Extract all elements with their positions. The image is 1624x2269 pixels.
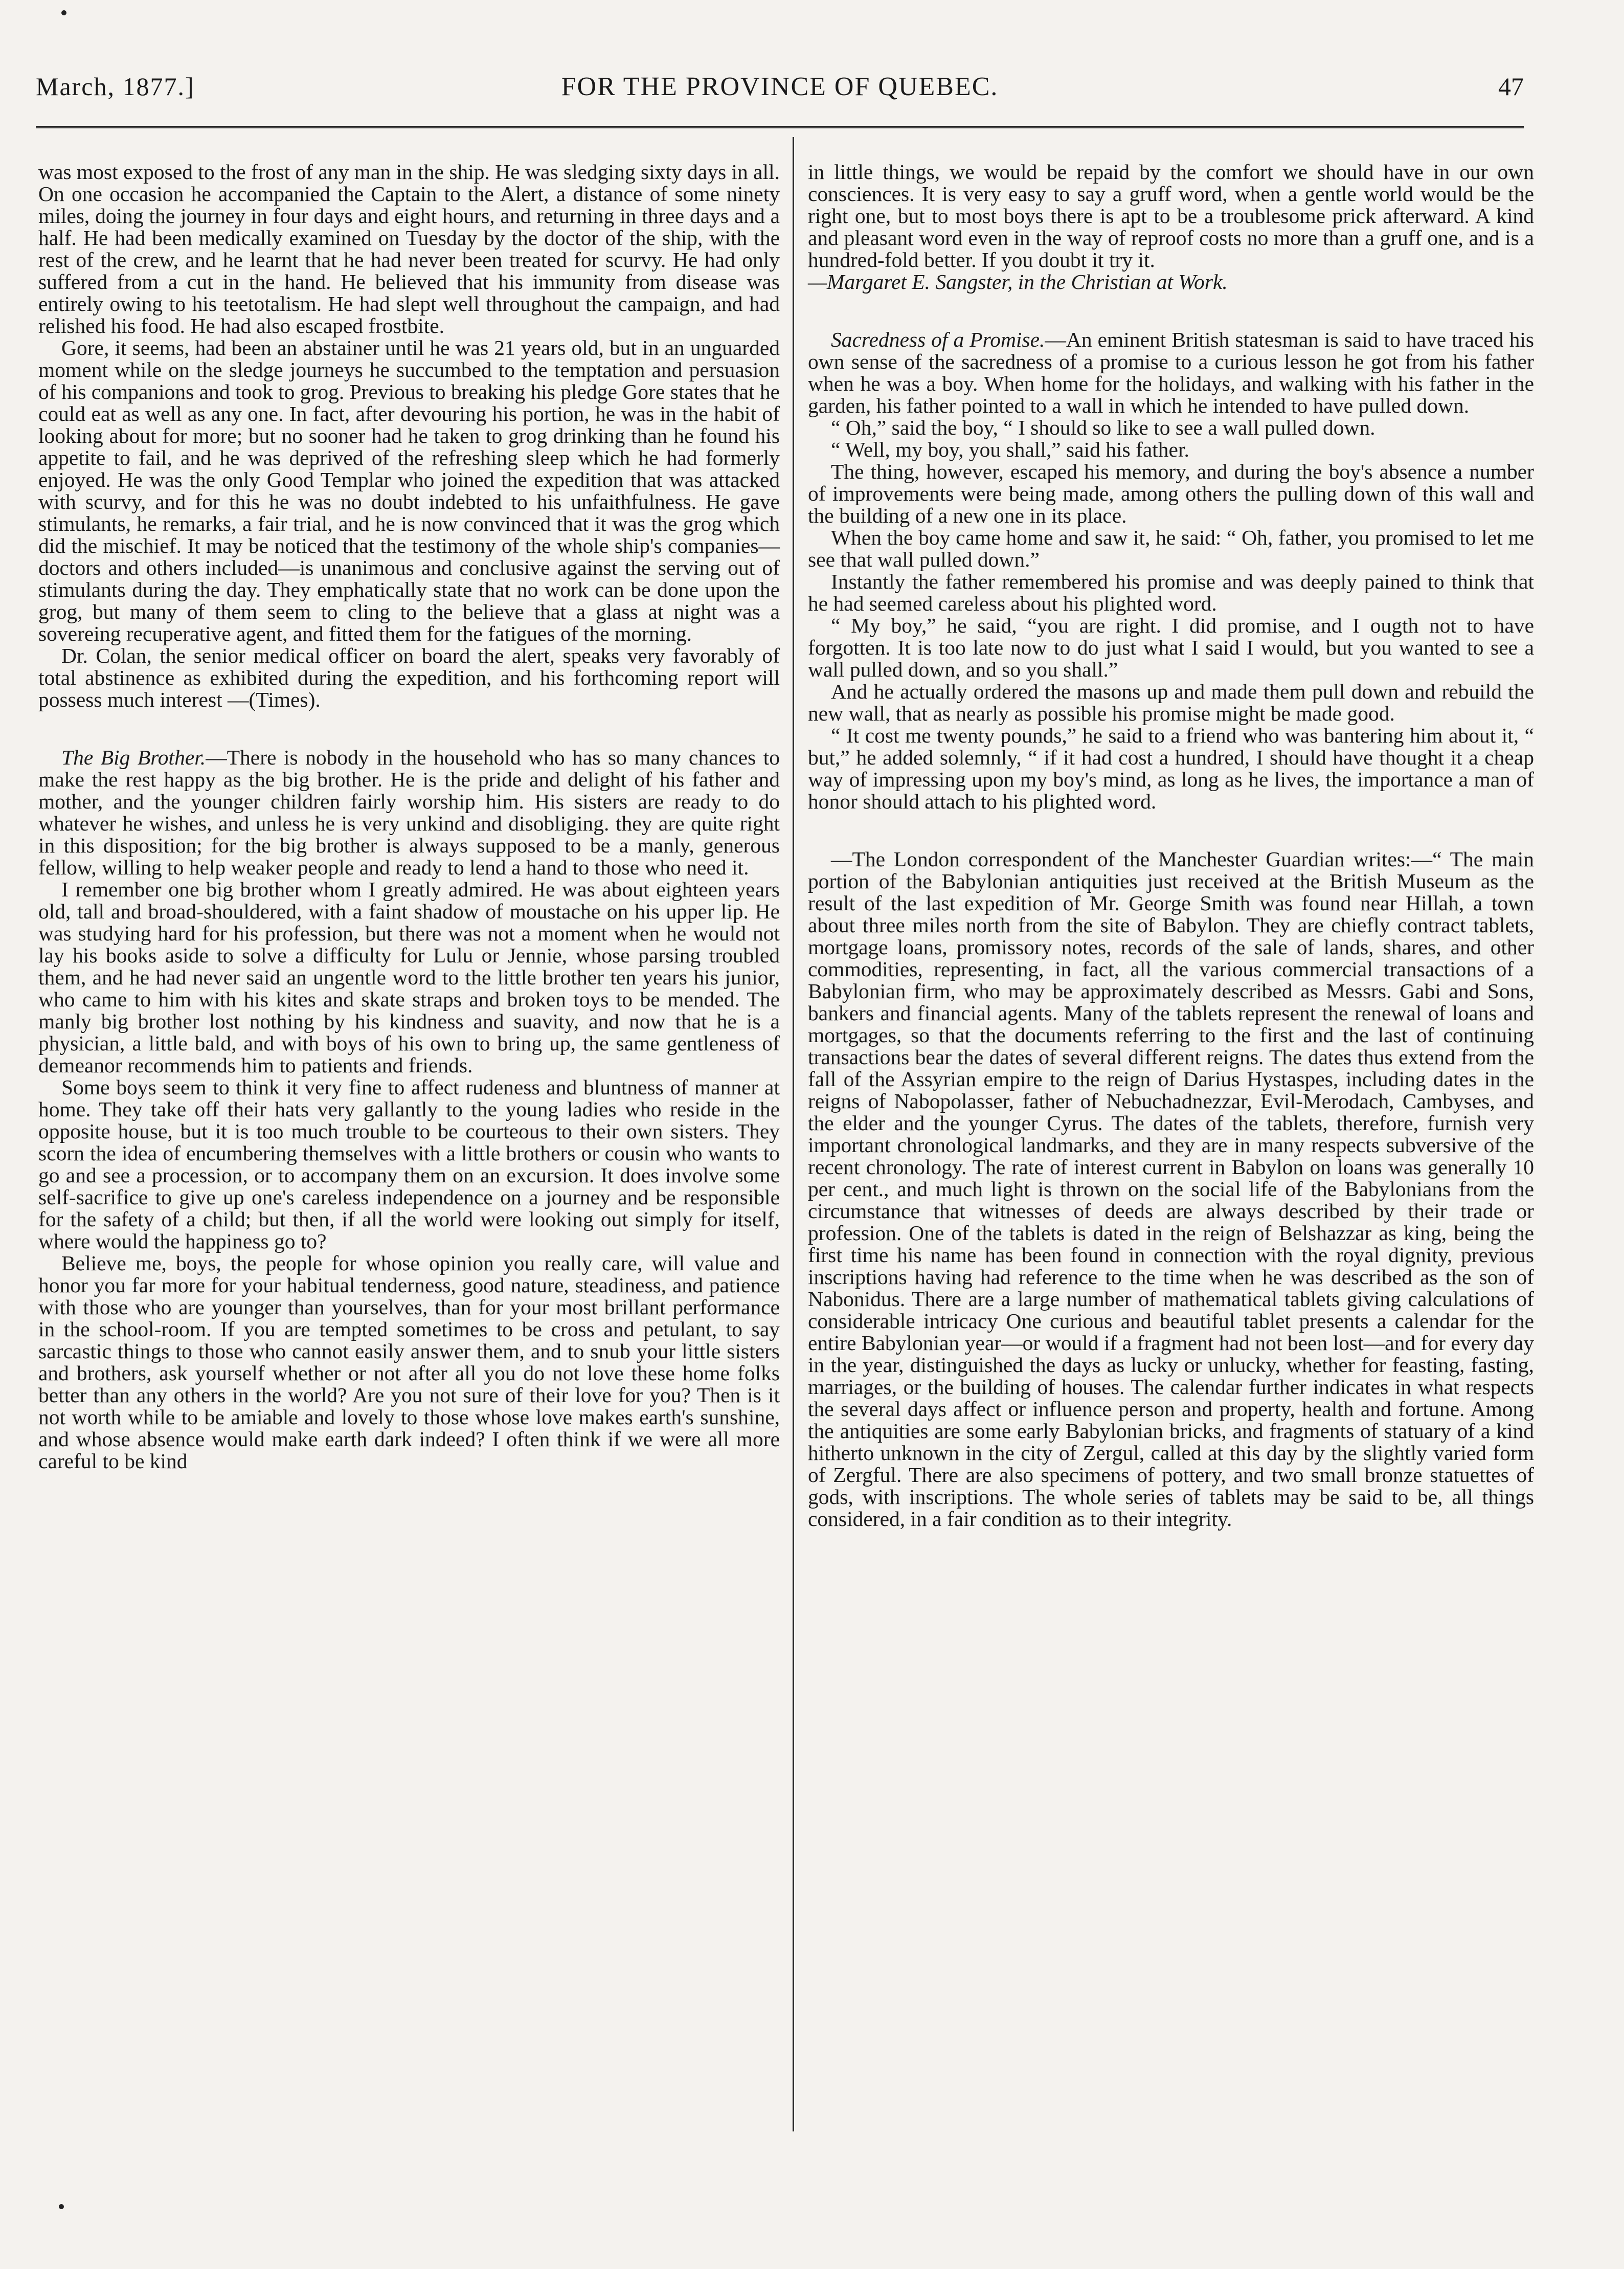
article-paragraph: And he actually ordered the masons up and made them pull down and rebuild the new wall, that as nearly as possible his promise might be made good. [808,680,1534,725]
page-number: 47 [1498,72,1524,101]
article-paragraph: —The London correspondent of the Manchester Guardian writes:—“ The main portion of the Babylonian antiquities just received at the British Museum as the result of the last expedition of Mr. George Smith was found near Hillah, a town about three miles north from the site of Babylon. They are chiefly contract tablets, mortgage loans, promissory notes, records of the sale of lands, shares, and other commodities, representing, in fact, all the various commercial transactions of a Babylonian firm, who may be approximately described as Messrs. Gabi and Sons, bankers and financial agents. Many of the tablets represent the renewal of loans and mortgages, so that the documents referring to the first and the last of continuing transactions bear the dates of several different reigns. The dates thus extend from the fall of the Assyrian empire to the reign of Darius Hystaspes, including dates in the reigns of Nabopolasser, father of Nebuchadnezzar, Evil-Merodach, Cambyses, and the elder and the younger Cyrus. The dates of the tablets, therefore, furnish very important chronological landmarks, and they are in many respects subversive of the recent chronology. The rate of interest current in Babylon on loans was generally 10 per cent., and much light is thrown on the social life of the Babylonians from the circumstance that witnesses of deeds are always described by their trade or profession. One of the tablets is dated in the reign of Belshazzar as king, being the first time his name has been found in connection with the royal dignity, previous inscriptions having had reference to the time when he was described as the son of Nabonidus. There are a large number of mathematical tablets giving calculations of considerable intricacy One curious and beautiful tablet presents a calendar for the entire Babylonian year—or would if a fragment had not been lost—and for every day in the year, distinguished the days as lucky or unlucky, whether for feasting, fasting, marriages, or the building of houses. The calendar further indicates in what respects the several days affect or influence person and property, health and fortune. Among the antiquities are some early Babylonian bricks, and fragments of statuary of a kind hitherto unknown in the city of Zergul, called at this day by the slightly varied form of Zergful. There are also specimens of pottery, and two small bronze statuettes of gods, with inscriptions. The whole series of tablets may be said to be, all things considered, in a fair condition as to their integrity. [808,847,1534,1531]
article-paragraph: Gore, it seems, had been an abstainer until he was 21 years old, but in an unguarded moment while on the sledge journeys he succumbed to the temptation and persuasion of his companions and took to grog. Previous to breaking his pledge Gore states that he could eat as well as any one. In fact, after devouring his portion, he was in the habit of looking about for more; but no sooner had he taken to grog drinking than he found his appetite to fail, and he was deprived of the refreshing sleep which he had formerly enjoyed. He was the only Good Templar who joined the expedition that was attacked with scurvy, and for this he was no doubt indebted to his unfaithfulness. He gave stimulants, he remarks, a fair trial, and he is now convinced that it was the grog which did the mischief. It may be noticed that the testimony of the whole ship's companies—doctors and others included—is unanimous and conclusive against the serving out of stimulants during the day. They emphatically state that no work can be done upon the grog, but many of them seem to cling to the believe that a glass at night was a sovereing recuperative agent, and fitted them for the fatigues of the morning. [38,336,780,645]
article-paragraph: Instantly the father remembered his promise and was deeply pained to think that he had seemed careless about his plighted word. [808,570,1534,615]
print-speck [59,2204,64,2209]
article-paragraph: Dr. Colan, the senior medical officer on board the alert, speaks very favorably of total abstinence as exhibited during the expedition, and his forthcoming report will possess much interest —(Times). [38,644,780,711]
issue-date: March, 1877.] [36,72,195,101]
article-paragraph: was most exposed to the frost of any man in the ship. He was sledging sixty days in all. On one occasion he accompanied the Captain to the Alert, a distance of some ninety miles, doing the journey in four days and eight hours, and returning in three days and a half. He had been medically examined on Tuesday by the doctor of the ship, with the rest of the crew, and he learnt that he had never been treated for scurvy. He had only suffered from a cut in the hand. He believed that his immunity from disease was entirely owing to his teetotalism. He had slept well throughout the campaign, and had relished his food. He had also escaped frostbite. [38,160,780,338]
right-column [808,161,1534,1530]
article-text: —An eminent British statesman is said to have traced his own sense of the sacredness of a promise to a curious lesson he got from his father when he was a boy. When home for the holidays, and walking with his father in the garden, his father pointed to a wall in which he intended to have pulled down. [808,328,1535,417]
article-paragraph [808,329,1534,417]
article-paragraph [38,747,780,879]
column-divider [793,137,794,2131]
attribution: —Margaret E. Sangster, in the Christian at Work. [808,270,1228,294]
article-paragraph: The thing, however, escaped his memory, and during the boy's absence a number of improvements were being made, among others the pulling down of this wall and the building of a new one in its place. [808,460,1534,527]
article-paragraph: “ My boy,” he said, “you are right. I did promise, and I ougth not to have forgotten. It is too late now to do just what I said I would, but you wanted to see a wall pulled down, and so you shall.” [808,614,1534,681]
article-text: —There is nobody in the household who has so many chances to make the rest happy as the big brother. He is the pride and delight of his father and mother, and the younger children fairly worship him. His sisters are ready to do whatever he wishes, and unless he is very unkind and disobliging. they are quite right in this disposition; for the big brother is always supposed to be a manly, generous fellow, willing to help weaker people and ready to lend a hand to those who need it. [38,746,780,879]
article-paragraph: “ Oh,” said the boy, “ I should so like to see a wall pulled down. [831,416,1375,439]
section-gap [808,813,1534,848]
print-speck [61,10,66,15]
article-paragraph: I remember one big brother whom I greatly admired. He was about eighteen years old, tall and broad-shouldered, with a faint shadow of moustache on his upper lip. He was studying hard for his profession, but there was not a moment when he would not lay his books aside to solve a difficulty for Lulu or Jennie, whose parsing troubled them, and he had never said an ungentle word to the little brother ten years his junior, who came to him with his kites and skate straps and broken toys to be mended. The manly big brother lost nothing by his kindness and suavity, and now that he is a physician, a little bald, and with boys of his own to bring up, the same gentleness of demeanor recommends him to patients and friends. [38,878,780,1077]
article-paragraph: Believe me, boys, the people for whose opinion you really care, will value and honor you far more for your habitual tenderness, good nature, steadiness, and patience with those who are younger than yourselves, than for your most brillant performance in the school-room. If you are tempted sometimes to be cross and petulant, to say sarcastic things to those who cannot easily answer them, and to snub your little sisters and brothers, ask yourself whether or not after all you do not love these home folks better than any others in the world? Are you not sure of their love for you? Then is it not worth while to be amiable and lovely to those whose love makes earth's sunshine, and whose absence would make earth dark indeed? I often think if we were all more careful to be kind [38,1251,780,1473]
section-gap [808,293,1534,329]
page-title: FOR THE PROVINCE OF QUEBEC. [561,72,999,101]
header-rule [36,126,1524,128]
article-heading: The Big Brother. [61,746,206,769]
section-gap [38,711,780,747]
running-head [36,72,1524,113]
article-paragraph: When the boy came home and saw it, he said: “ Oh, father, you promised to let me see that wall pulled down.” [808,526,1534,571]
article-paragraph: in little things, we would be repaid by the comfort we should have in our own consciences. It is very easy to say a gruff word, when a gentle world would be the right one, but to most boys there is apt to be a troublesome prick afterward. A kind and pleasant word even in the way of reproof costs no more than a gruff one, and is a hundred-fold better. If you doubt it try it. [808,160,1534,272]
article-paragraph: “ Well, my boy, you shall,” said his father. [831,438,1189,461]
article-paragraph: Some boys seem to think it very fine to affect rudeness and bluntness of manner at home. They take off their hats very gallantly to the young ladies who reside in the opposite house, but it is too much trouble to be courteous to their own sisters. They scorn the idea of encumbering themselves with a little brothers or cousin who wants to go and see a procession, or to accompany them on an excursion. It does involve some self-sacrifice to give up one's careless independence on a journey and be responsible for the safety of a child; but then, if all the world were looking out simply for itself, where would the happiness go to? [38,1075,780,1253]
left-column [38,161,780,1472]
article-paragraph: “ It cost me twenty pounds,” he said to a friend who was bantering him about it, “ but,” he added solemnly, “ if it had cost a hundred, I should have thought it a cheap way of impressing upon my boy's mind, as long as he lives, the importance a man of honor should attach to his plighted word. [808,724,1534,813]
article-heading: Sacredness of a Promise. [831,328,1045,351]
